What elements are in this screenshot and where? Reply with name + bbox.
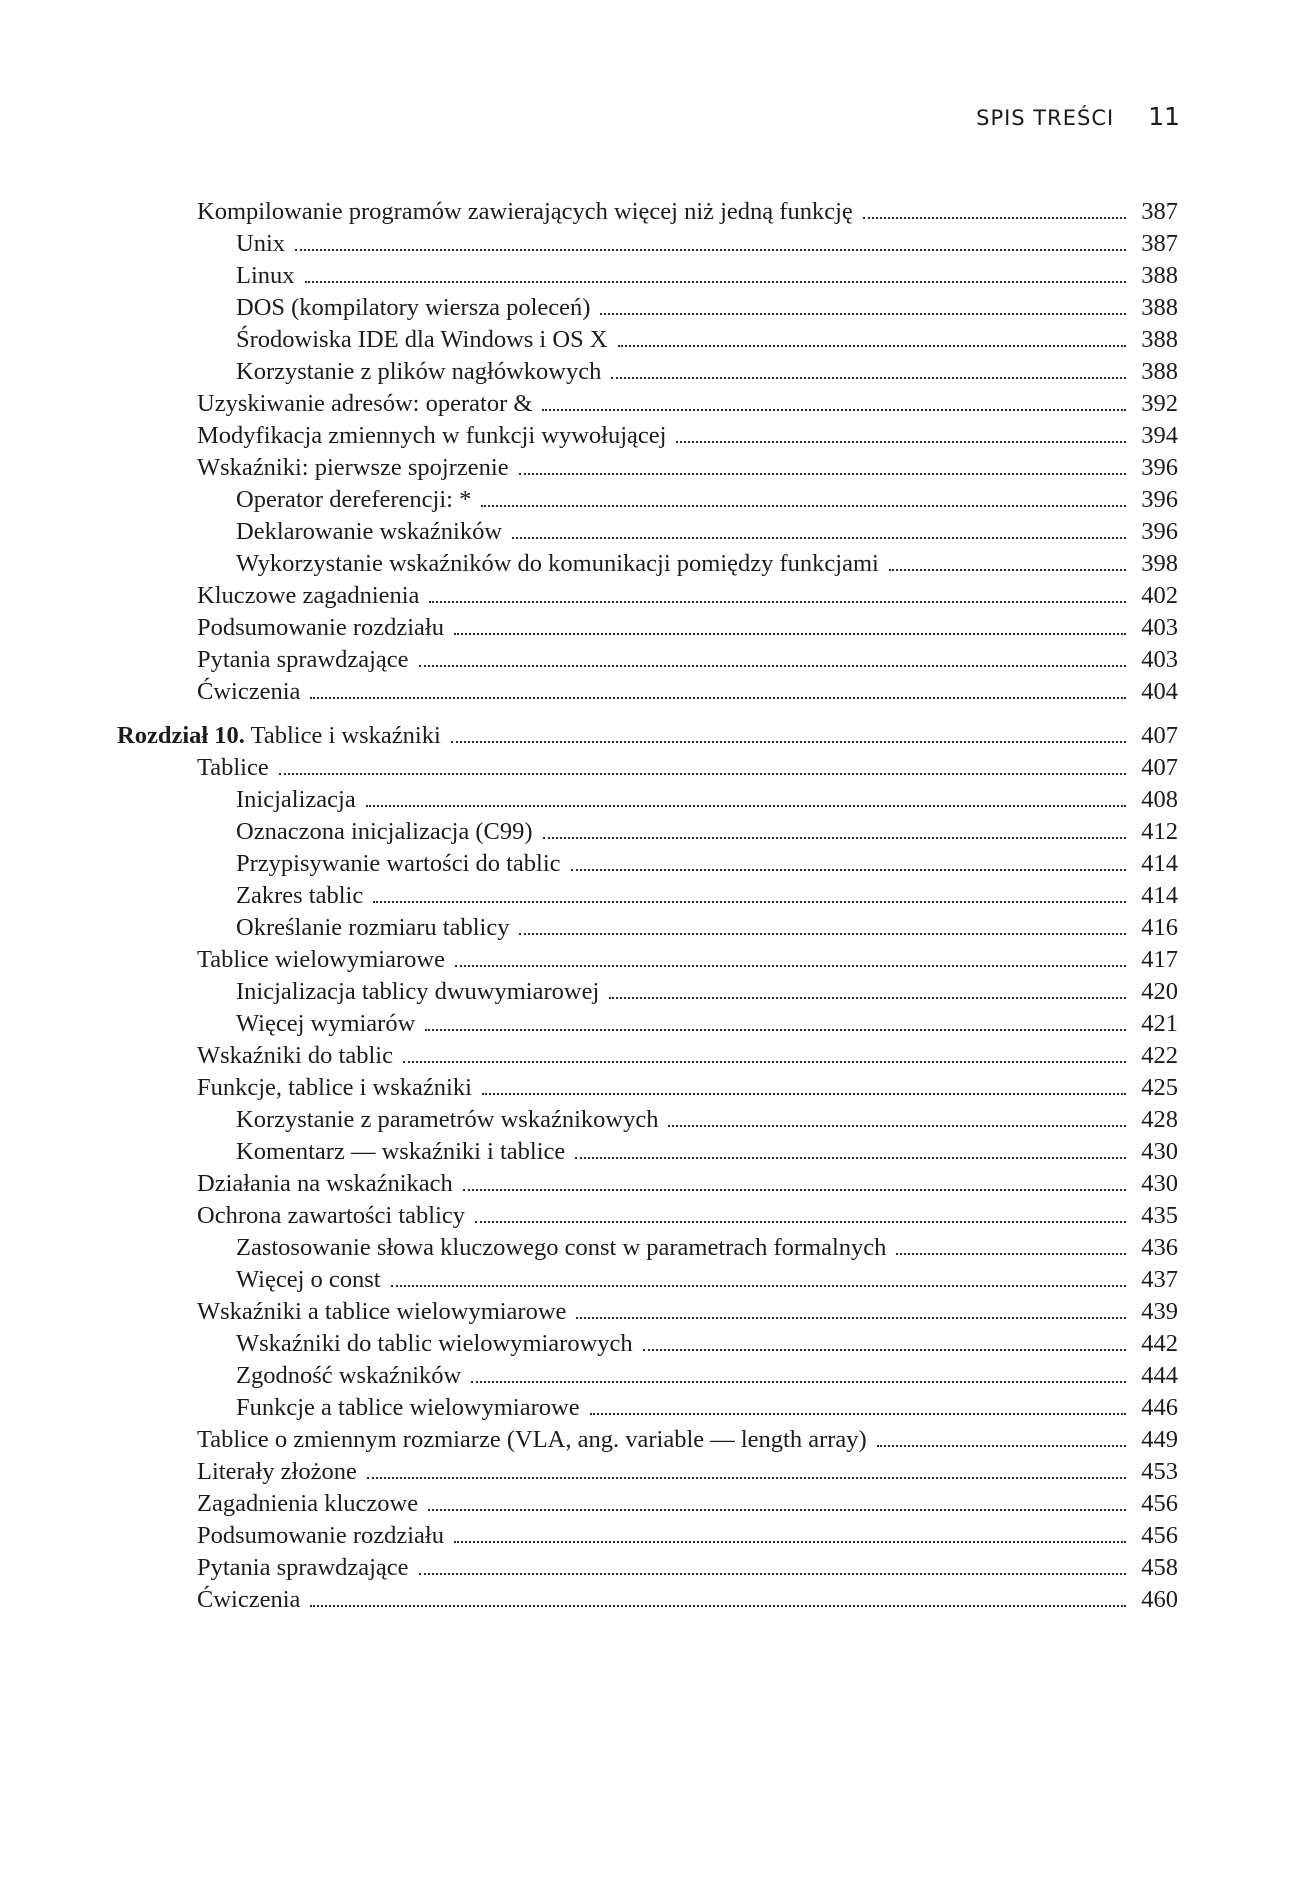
toc-entry-title: Inicjalizacja xyxy=(236,786,356,813)
toc-entry xyxy=(0,880,1292,912)
toc-entry-title: Uzyskiwanie adresów: operator & xyxy=(197,390,533,417)
chapter-number: Rozdział 10. xyxy=(117,722,245,749)
toc-entry-title: Wskaźniki do tablic xyxy=(197,1042,393,1069)
toc-page-number: 398 xyxy=(1141,550,1178,577)
toc-page-number: 435 xyxy=(1141,1202,1178,1229)
dot-leader xyxy=(590,1413,1126,1415)
toc-entry-title: Wskaźniki: pierwsze spojrzenie xyxy=(197,454,509,481)
toc-page-number: 402 xyxy=(1141,582,1178,609)
toc-entry-title: Oznaczona inicjalizacja (C99) xyxy=(236,818,533,845)
toc-entry xyxy=(0,548,1292,580)
toc-entry-title: Deklarowanie wskaźników xyxy=(236,518,503,545)
dot-leader xyxy=(482,1093,1126,1095)
dot-leader xyxy=(519,473,1126,475)
toc-entry-title: Unix xyxy=(236,230,285,257)
toc-entry xyxy=(0,612,1292,644)
dot-leader xyxy=(877,1445,1126,1447)
dot-leader xyxy=(367,1477,1126,1479)
toc-entry-title: Funkcje a tablice wielowymiarowe xyxy=(236,1394,580,1421)
dot-leader xyxy=(576,1317,1126,1319)
toc-entry xyxy=(0,1552,1292,1584)
toc-page-number: 394 xyxy=(1141,422,1178,449)
toc-page-number: 392 xyxy=(1141,390,1178,417)
toc-entry xyxy=(0,644,1292,676)
toc-page-number: 446 xyxy=(1141,1394,1178,1421)
dot-leader xyxy=(542,409,1126,411)
dot-leader xyxy=(463,1189,1126,1191)
toc-entry xyxy=(0,1392,1292,1424)
toc-entry-title: Tablice o zmiennym rozmiarze (VLA, ang. variable — length array) xyxy=(197,1426,867,1453)
toc-page-number: 456 xyxy=(1141,1490,1178,1517)
toc-page-number: 442 xyxy=(1141,1330,1178,1357)
dot-leader xyxy=(471,1381,1126,1383)
toc-entry-title: Zastosowanie słowa kluczowego const w parametrach formalnych xyxy=(236,1234,887,1261)
toc-entry xyxy=(0,324,1292,356)
chapter-title: Tablice i wskaźniki xyxy=(250,722,441,749)
dot-leader xyxy=(279,773,1126,775)
dot-leader xyxy=(419,1573,1126,1575)
toc-page-number: 388 xyxy=(1141,326,1178,353)
toc-page-number: 428 xyxy=(1141,1106,1178,1133)
dot-leader xyxy=(889,569,1126,571)
toc-entry xyxy=(0,944,1292,976)
toc-page-number: 388 xyxy=(1141,294,1178,321)
dot-leader xyxy=(419,665,1126,667)
toc-entry-title: Więcej o const xyxy=(236,1266,381,1293)
toc-entry-title: Zagadnienia kluczowe xyxy=(197,1490,419,1517)
dot-leader xyxy=(543,837,1126,839)
toc-entry-title: Komentarz — wskaźniki i tablice xyxy=(236,1138,566,1165)
toc-entry xyxy=(0,1360,1292,1392)
toc-entry xyxy=(0,1008,1292,1040)
dot-leader xyxy=(668,1125,1126,1127)
toc-entry xyxy=(0,1584,1292,1616)
toc-entry xyxy=(0,484,1292,516)
toc-entry xyxy=(0,848,1292,880)
dot-leader xyxy=(403,1061,1126,1063)
toc-entry xyxy=(0,676,1292,708)
toc-entry xyxy=(0,1136,1292,1168)
toc-entry-title: Wskaźniki a tablice wielowymiarowe xyxy=(197,1298,567,1325)
toc-entry xyxy=(0,1072,1292,1104)
dot-leader xyxy=(454,633,1126,635)
toc-entry-title: Funkcje, tablice i wskaźniki xyxy=(197,1074,472,1101)
toc-page-number: 408 xyxy=(1141,786,1178,813)
toc-page-number: 407 xyxy=(1141,754,1178,781)
toc-entry xyxy=(0,228,1292,260)
toc-entry-title: Tablice wielowymiarowe xyxy=(197,946,445,973)
toc-page-number: 388 xyxy=(1141,358,1178,385)
toc-entry-title: Pytania sprawdzające xyxy=(197,646,409,673)
toc-entry-title: Korzystanie z parametrów wskaźnikowych xyxy=(236,1106,659,1133)
toc-page-number: 403 xyxy=(1141,646,1178,673)
toc-entry xyxy=(0,580,1292,612)
dot-leader xyxy=(481,505,1126,507)
toc-page-number: 430 xyxy=(1141,1170,1178,1197)
dot-leader xyxy=(373,901,1126,903)
toc-entry-title: Podsumowanie rozdziału xyxy=(197,614,444,641)
toc-chapter-entry xyxy=(0,720,1292,752)
dot-leader xyxy=(305,281,1126,283)
toc-page-number: 436 xyxy=(1141,1234,1178,1261)
toc-entry-title: Tablice xyxy=(197,754,269,781)
toc-entry-title xyxy=(117,720,441,752)
dot-leader xyxy=(575,1157,1126,1159)
toc-page-number: 404 xyxy=(1141,678,1178,705)
toc-entry xyxy=(0,1328,1292,1360)
toc-entry-title: Korzystanie z plików nagłówkowych xyxy=(236,358,602,385)
dot-leader xyxy=(310,697,1126,699)
toc-entry-title: Ćwiczenia xyxy=(197,1586,301,1613)
toc-page-number: 403 xyxy=(1141,614,1178,641)
toc-page-number: 396 xyxy=(1141,486,1178,513)
toc-entry xyxy=(0,1424,1292,1456)
toc-entry xyxy=(0,976,1292,1008)
toc-page-number: 422 xyxy=(1141,1042,1178,1069)
page-number: 11 xyxy=(1148,102,1180,131)
toc-entry-title: Wykorzystanie wskaźników do komunikacji pomiędzy funkcjami xyxy=(236,550,879,577)
dot-leader xyxy=(310,1605,1126,1607)
toc-entry xyxy=(0,1232,1292,1264)
toc-entry xyxy=(0,1488,1292,1520)
running-head xyxy=(940,102,1180,138)
toc-entry-title: Więcej wymiarów xyxy=(236,1010,416,1037)
toc-entry xyxy=(0,388,1292,420)
toc-entry-title: Podsumowanie rozdziału xyxy=(197,1522,444,1549)
toc-page-number: 430 xyxy=(1141,1138,1178,1165)
toc-page-number: 453 xyxy=(1141,1458,1178,1485)
toc-page-number: 425 xyxy=(1141,1074,1178,1101)
toc-page-number: 387 xyxy=(1141,198,1178,225)
toc-entry xyxy=(0,1200,1292,1232)
toc-entry-title: Działania na wskaźnikach xyxy=(197,1170,453,1197)
toc-page-number: 414 xyxy=(1141,882,1178,909)
toc-entry xyxy=(0,1456,1292,1488)
toc-page-number: 388 xyxy=(1141,262,1178,289)
toc-entry xyxy=(0,452,1292,484)
toc-page-number: 414 xyxy=(1141,850,1178,877)
toc-page-number: 444 xyxy=(1141,1362,1178,1389)
dot-leader xyxy=(366,805,1126,807)
dot-leader xyxy=(455,965,1126,967)
toc-page-number: 449 xyxy=(1141,1426,1178,1453)
toc-page-number: 437 xyxy=(1141,1266,1178,1293)
toc-entry-title: Środowiska IDE dla Windows i OS X xyxy=(236,326,608,353)
toc-entry-title: Linux xyxy=(236,262,295,289)
dot-leader xyxy=(425,1029,1126,1031)
dot-leader xyxy=(454,1541,1126,1543)
toc-entry xyxy=(0,1168,1292,1200)
dot-leader xyxy=(429,601,1126,603)
toc-entry xyxy=(0,784,1292,816)
toc-entry xyxy=(0,1040,1292,1072)
toc-entry-title: Określanie rozmiaru tablicy xyxy=(236,914,510,941)
dot-leader xyxy=(512,537,1126,539)
toc-entry xyxy=(0,516,1292,548)
toc-entry-title: DOS (kompilatory wiersza poleceń) xyxy=(236,294,591,321)
toc-page-number: 439 xyxy=(1141,1298,1178,1325)
toc-page-number: 417 xyxy=(1141,946,1178,973)
dot-leader xyxy=(643,1349,1126,1351)
toc-entry xyxy=(0,1264,1292,1296)
toc-entry xyxy=(0,196,1292,228)
toc-entry-title: Pytania sprawdzające xyxy=(197,1554,409,1581)
dot-leader xyxy=(609,997,1126,999)
toc-entry-title: Zgodność wskaźników xyxy=(236,1362,462,1389)
toc-page-number: 387 xyxy=(1141,230,1178,257)
toc-entry-title: Modyfikacja zmiennych w funkcji wywołującej xyxy=(197,422,667,449)
toc-entry-title: Przypisywanie wartości do tablic xyxy=(236,850,561,877)
toc-page-number: 460 xyxy=(1141,1586,1178,1613)
dot-leader xyxy=(863,217,1126,219)
dot-leader xyxy=(600,313,1126,315)
toc-entry xyxy=(0,260,1292,292)
dot-leader xyxy=(676,441,1126,443)
toc-entry xyxy=(0,356,1292,388)
dot-leader xyxy=(896,1253,1126,1255)
dot-leader xyxy=(618,345,1127,347)
dot-leader xyxy=(428,1509,1126,1511)
toc-entry xyxy=(0,292,1292,324)
toc-entry-title: Ćwiczenia xyxy=(197,678,301,705)
dot-leader xyxy=(295,249,1126,251)
toc-entry-title: Kompilowanie programów zawierających więcej niż jedną funkcję xyxy=(197,198,853,225)
dot-leader xyxy=(391,1285,1126,1287)
toc-page-number: 407 xyxy=(1141,722,1178,749)
toc-page-number: 412 xyxy=(1141,818,1178,845)
toc-entry xyxy=(0,1104,1292,1136)
dot-leader xyxy=(571,869,1126,871)
toc-entry xyxy=(0,1296,1292,1328)
toc-entry xyxy=(0,1520,1292,1552)
toc-page-number: 421 xyxy=(1141,1010,1178,1037)
toc-entry-title: Ochrona zawartości tablicy xyxy=(197,1202,466,1229)
dot-leader xyxy=(475,1221,1126,1223)
dot-leader xyxy=(611,377,1126,379)
toc-entry xyxy=(0,816,1292,848)
toc-page-number: 420 xyxy=(1141,978,1178,1005)
running-head-title: SPIS TREŚCI xyxy=(976,106,1115,130)
toc-entry xyxy=(0,420,1292,452)
toc-entry-title: Operator dereferencji: * xyxy=(236,486,472,513)
toc-page-number: 396 xyxy=(1141,454,1178,481)
toc-entry-title: Zakres tablic xyxy=(236,882,364,909)
toc-page-number: 458 xyxy=(1141,1554,1178,1581)
dot-leader xyxy=(451,741,1126,743)
toc-entry xyxy=(0,912,1292,944)
toc-entry-title: Literały złożone xyxy=(197,1458,357,1485)
toc-page-number: 456 xyxy=(1141,1522,1178,1549)
table-of-contents xyxy=(0,196,1292,1616)
toc-entry-title: Wskaźniki do tablic wielowymiarowych xyxy=(236,1330,633,1357)
toc-entry xyxy=(0,752,1292,784)
toc-entry-title: Inicjalizacja tablicy dwuwymiarowej xyxy=(236,978,600,1005)
toc-page-number: 416 xyxy=(1141,914,1178,941)
dot-leader xyxy=(519,933,1126,935)
toc-page-number: 396 xyxy=(1141,518,1178,545)
toc-entry-title: Kluczowe zagadnienia xyxy=(197,582,420,609)
